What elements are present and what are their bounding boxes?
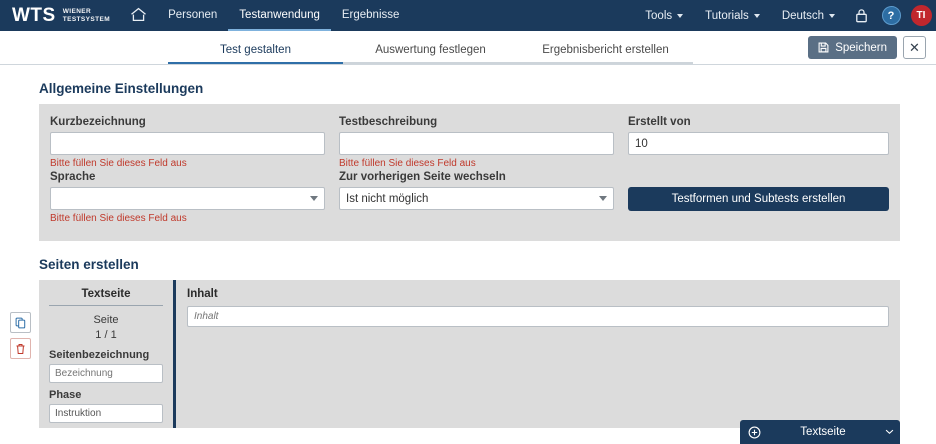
nav-item-tools-label: Tools	[645, 9, 673, 22]
inhalt-label: Inhalt	[187, 288, 218, 300]
nav-item-testanwendung-label: Testanwendung	[239, 8, 320, 21]
home-icon	[130, 7, 147, 22]
testbeschreibung-input[interactable]	[339, 132, 614, 155]
nav-item-tutorials[interactable]	[694, 0, 771, 31]
sprache-label: Sprache	[50, 171, 96, 183]
add-page-button-label: Textseite	[800, 426, 846, 438]
save-icon	[818, 42, 829, 53]
tab-textseite[interactable]: Textseite	[49, 288, 163, 306]
subtests-error-placeholder	[628, 214, 889, 227]
plus-circle-icon	[740, 426, 768, 439]
add-page-button[interactable]	[740, 420, 900, 444]
erstellt-von-input[interactable]	[628, 132, 889, 155]
tab-ergebnisbericht-erstellen[interactable]	[518, 44, 693, 64]
top-right-actions	[634, 0, 936, 31]
user-avatar-button[interactable]	[906, 0, 936, 31]
copy-icon	[15, 317, 26, 329]
brand-logo[interactable]	[0, 0, 120, 31]
erstellt-von-label: Erstellt von	[628, 116, 691, 128]
delete-page-button[interactable]	[10, 338, 31, 359]
brand-subtitle	[63, 8, 110, 24]
top-navigation-bar	[0, 0, 936, 31]
nav-item-tools[interactable]	[634, 0, 694, 31]
tab-auswertung-festlegen-label: Auswertung festlegen	[375, 44, 486, 56]
help-button[interactable]	[876, 0, 906, 31]
brand-subtitle-line2: TESTSYSTEM	[62, 15, 111, 23]
erstellt-von-error-placeholder	[628, 158, 889, 171]
page-content-column	[176, 280, 900, 428]
avatar: TI	[911, 5, 932, 26]
phase-label: Phase	[49, 389, 82, 401]
testbeschreibung-label: Testbeschreibung	[339, 116, 438, 128]
seitenbezeichnung-label: Seitenbezeichnung	[49, 349, 150, 361]
close-button[interactable]	[903, 36, 926, 59]
page-side-actions	[10, 312, 31, 359]
tab-ergebnisbericht-erstellen-label: Ergebnisbericht erstellen	[542, 44, 669, 56]
field-testbeschreibung	[339, 116, 614, 171]
field-erstellt-von	[628, 116, 889, 171]
general-settings-row-1	[50, 116, 889, 171]
page-counter-word: Seite	[93, 314, 119, 326]
field-sprache	[50, 171, 325, 227]
page-counter-value: 1 / 1	[95, 329, 117, 341]
nav-item-personen-label: Personen	[168, 8, 218, 21]
chevron-down-icon	[599, 196, 607, 201]
zur-vorherigen-seite-select[interactable]	[339, 187, 614, 210]
nav-item-tutorials-label: Tutorials	[705, 9, 749, 22]
zur-vorherigen-seite-value: Ist nicht möglich	[346, 192, 429, 205]
duplicate-page-button[interactable]	[10, 312, 31, 333]
language-selector-label: Deutsch	[781, 9, 824, 22]
page-content	[0, 65, 936, 444]
close-icon: ✕	[909, 39, 920, 55]
sidebar-item-home[interactable]	[120, 0, 157, 31]
create-testformen-subtests-button[interactable]: Testformen und Subtests erstellen	[628, 187, 889, 211]
kurzbezeichnung-input[interactable]	[50, 132, 325, 155]
nav-spacer	[410, 0, 634, 31]
nav-item-ergebnisse-label: Ergebnisse	[341, 8, 400, 21]
main-nav	[120, 0, 410, 31]
step-bar-actions	[808, 36, 936, 59]
nav-item-ergebnisse[interactable]	[331, 0, 411, 31]
page-settings-column	[39, 280, 176, 428]
nav-item-personen[interactable]	[157, 0, 228, 31]
chevron-down-icon	[829, 14, 835, 18]
chevron-down-icon	[878, 429, 900, 435]
page-counter	[49, 313, 163, 343]
tab-auswertung-festlegen[interactable]	[343, 44, 518, 64]
trash-icon	[15, 343, 26, 355]
phase-select-value: Instruktion	[55, 408, 102, 419]
inhalt-input[interactable]	[187, 306, 889, 327]
sprache-error: Bitte füllen Sie dieses Feld aus	[50, 213, 187, 224]
brand-subtitle-line1: WIENER	[62, 7, 92, 15]
tab-test-gestalten[interactable]	[168, 44, 343, 64]
help-icon: ?	[882, 6, 901, 25]
general-settings-panel	[39, 104, 900, 241]
zur-vorherigen-seite-error-placeholder	[339, 213, 614, 226]
seitenbezeichnung-input[interactable]	[49, 364, 163, 383]
field-zur-vorherigen-seite	[339, 171, 614, 227]
page-title-seiten-erstellen: Seiten erstellen	[39, 257, 139, 272]
chevron-down-icon	[310, 196, 318, 201]
chevron-down-icon	[754, 14, 760, 18]
testbeschreibung-error: Bitte füllen Sie dieses Feld aus	[339, 158, 476, 169]
phase-select[interactable]	[49, 404, 163, 423]
pages-panel	[39, 280, 900, 428]
nav-item-testanwendung[interactable]	[228, 0, 331, 31]
field-kurzbezeichnung	[50, 116, 325, 171]
language-selector[interactable]	[771, 0, 846, 31]
save-button-label: Speichern	[835, 41, 887, 54]
chevron-down-icon	[677, 14, 683, 18]
lock-button[interactable]	[846, 0, 876, 31]
sprache-select[interactable]	[50, 187, 325, 210]
zur-vorherigen-seite-label: Zur vorherigen Seite wechseln	[339, 171, 506, 183]
save-button[interactable]	[808, 36, 897, 59]
lock-icon	[855, 8, 868, 23]
wizard-steps	[168, 31, 693, 64]
brand-wts-text: WTS	[12, 5, 56, 26]
tab-test-gestalten-label: Test gestalten	[220, 44, 291, 56]
wizard-step-bar	[0, 31, 936, 65]
subtests-button-wrap	[628, 171, 889, 227]
kurzbezeichnung-error: Bitte füllen Sie dieses Feld aus	[50, 158, 187, 169]
page-title-allgemeine-einstellungen: Allgemeine Einstellungen	[39, 81, 204, 96]
kurzbezeichnung-label: Kurzbezeichnung	[50, 116, 146, 128]
general-settings-row-2	[50, 171, 889, 227]
